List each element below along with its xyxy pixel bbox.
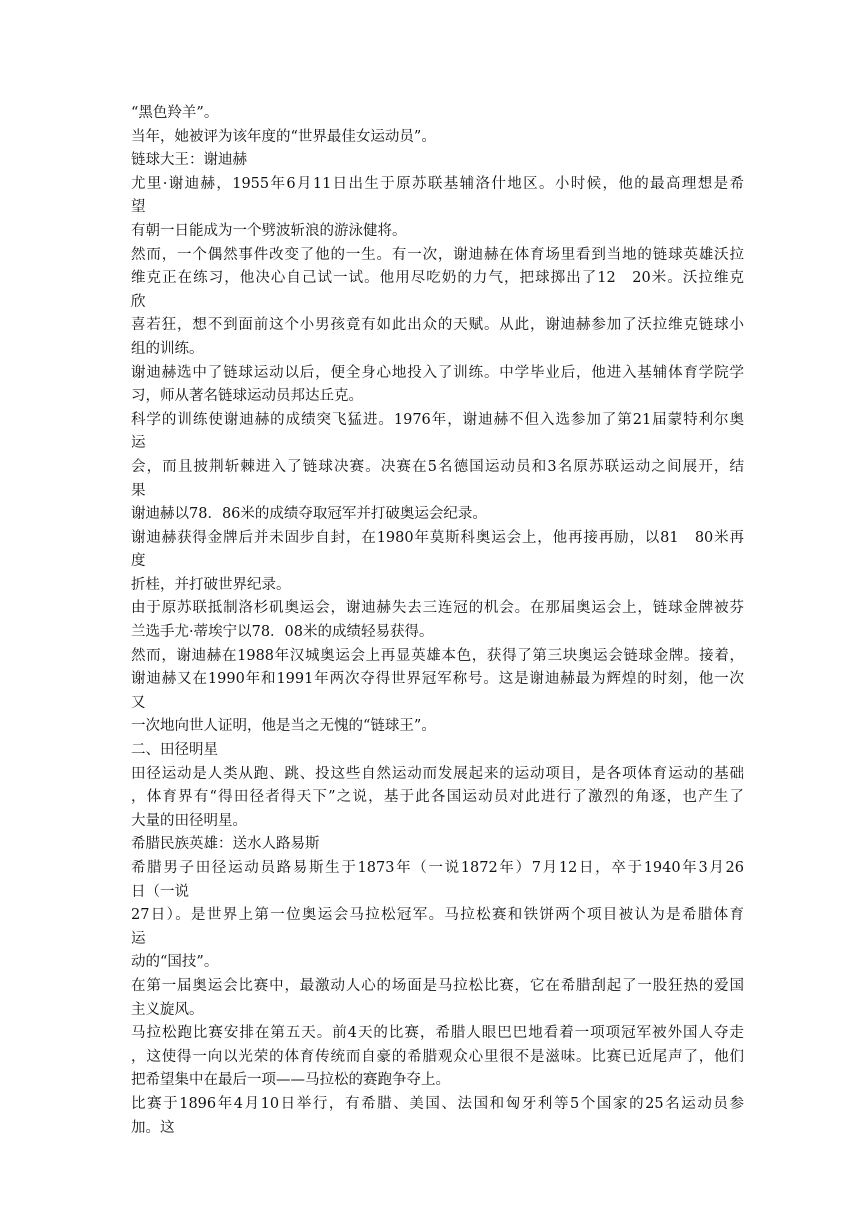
text-line: “黑色羚羊”。 [131, 105, 219, 121]
text-line: 主义旋风。 [131, 1001, 204, 1018]
text-line: 科学的训练使谢迪赫的成绩突飞猛进。1976年，谢迪赫不但入选参加了第21届蒙特利尔奥 [131, 411, 744, 428]
text-line: 然而，一个偶然事件改变了他的一生。有一次，谢迪赫在体育场里看到当地的链球英雄沃拉 [131, 246, 744, 263]
text-line: 望 [131, 199, 146, 216]
text-line: 马拉松跑比赛安排在第五天。前4天的比赛，希腊人眼巴巴地看着一项项冠军被外国人夺走 [131, 1025, 744, 1042]
text-line: ，体育界有“得田径者得天下”之说，基于此各国运动员对此进行了激烈的角逐，也产生了 [131, 789, 744, 806]
text-line: 兰选手尤·蒂埃宁以78．08米的成绩轻易获得。 [131, 624, 434, 641]
text-line: 尤里·谢迪赫，1955年6月11日出生于原苏联基辅洛什地区。小时候，他的最高理想是希 [131, 175, 744, 192]
text-line: 欣 [131, 293, 146, 310]
text-line: 运 [131, 930, 146, 947]
text-line: 有朝一日能成为一个劈波斩浪的游泳健将。 [131, 222, 407, 239]
text-line: 动的“国技”。 [131, 954, 219, 971]
text-line: 在第一届奥运会比赛中，最激动人心的场面是马拉松比赛，它在希腊刮起了一股狂热的爱国 [131, 977, 744, 994]
section-heading: 链球大王：谢迪赫 [131, 152, 247, 169]
text-line: 大量的田径明星。 [131, 812, 247, 829]
text-line: 日（一说 [131, 883, 189, 900]
text-line: 果 [131, 482, 146, 499]
text-line: 一次地向世人证明，他是当之无愧的“链球王”。 [131, 718, 436, 735]
text-line: 喜若狂，想不到面前这个小男孩竟有如此出众的天赋。从此，谢迪赫参加了沃拉维克链球小 [131, 317, 744, 334]
section-heading: 希腊民族英雄：送水人路易斯 [131, 836, 320, 853]
text-line: 组的训练。 [131, 340, 204, 357]
text-line: ，这使得一向以光荣的体育传统而自豪的希腊观众心里很不是滋味。比赛已近尾声了，他们 [131, 1048, 744, 1065]
text-line: 度 [131, 553, 146, 570]
section-heading: 二、田径明星 [131, 742, 218, 759]
text-line: 又 [131, 694, 146, 711]
document-page [131, 102, 744, 1140]
text-line: 习，师从著名链球运动员邦达丘克。 [131, 388, 363, 405]
text-line: 运 [131, 435, 146, 452]
text-line: 由于原苏联抵制洛杉矶奥运会，谢迪赫失去三连冠的机会。在那届奥运会上，链球金牌被芬 [131, 600, 744, 617]
text-line: 希腊男子田径运动员路易斯生于1873年（一说1872年）7月12日，卒于1940年3月26 [131, 860, 744, 876]
text-line: 谢迪赫又在1990年和1991年两次夺得世界冠军称号。这是谢迪赫最为辉煌的时刻，他一次 [131, 671, 744, 688]
text-line: 谢迪赫以78．86米的成绩夺取冠军并打破奥运会纪录。 [131, 506, 487, 523]
text-line: 会，而且披荆斩棘进入了链球决赛。决赛在5名德国运动员和3名原苏联运动之间展开，结 [131, 458, 744, 475]
text-line: 当年，她被评为该年度的“世界最佳女运动员”。 [131, 128, 436, 145]
text-line: 谢迪赫选中了链球运动以后，便全身心地投入了训练。中学毕业后，他进入基辅体育学院学 [131, 364, 744, 381]
text-line: 27日）。是世界上第一位奥运会马拉松冠军。马拉松赛和铁饼两个项目被认为是希腊体育 [131, 907, 744, 924]
text-line: 田径运动是人类从跑、跳、投这些自然运动而发展起来的运动项目，是各项体育运动的基础 [131, 765, 744, 782]
text-line: 然而，谢迪赫在1988年汉城奥运会上再显英雄本色，获得了第三块奥运会链球金牌。接着， [131, 647, 744, 664]
text-line: 维克正在练习，他决心自己试一试。他用尽吃奶的力气，把球掷出了12 20米。沃拉维克 [131, 270, 744, 287]
text-line: 谢迪赫获得金牌后并未固步自封，在1980年莫斯科奥运会上，他再接再励，以81 80米再 [131, 529, 744, 546]
text-line: 加。这 [131, 1119, 175, 1136]
text-line: 比赛于1896年4月10日举行，有希腊、美国、法国和匈牙利等5个国家的25名运动员参 [131, 1095, 744, 1112]
text-line: 折桂，并打破世界纪录。 [131, 576, 291, 593]
text-line: 把希望集中在最后一项——马拉松的赛跑争夺上。 [131, 1072, 450, 1089]
